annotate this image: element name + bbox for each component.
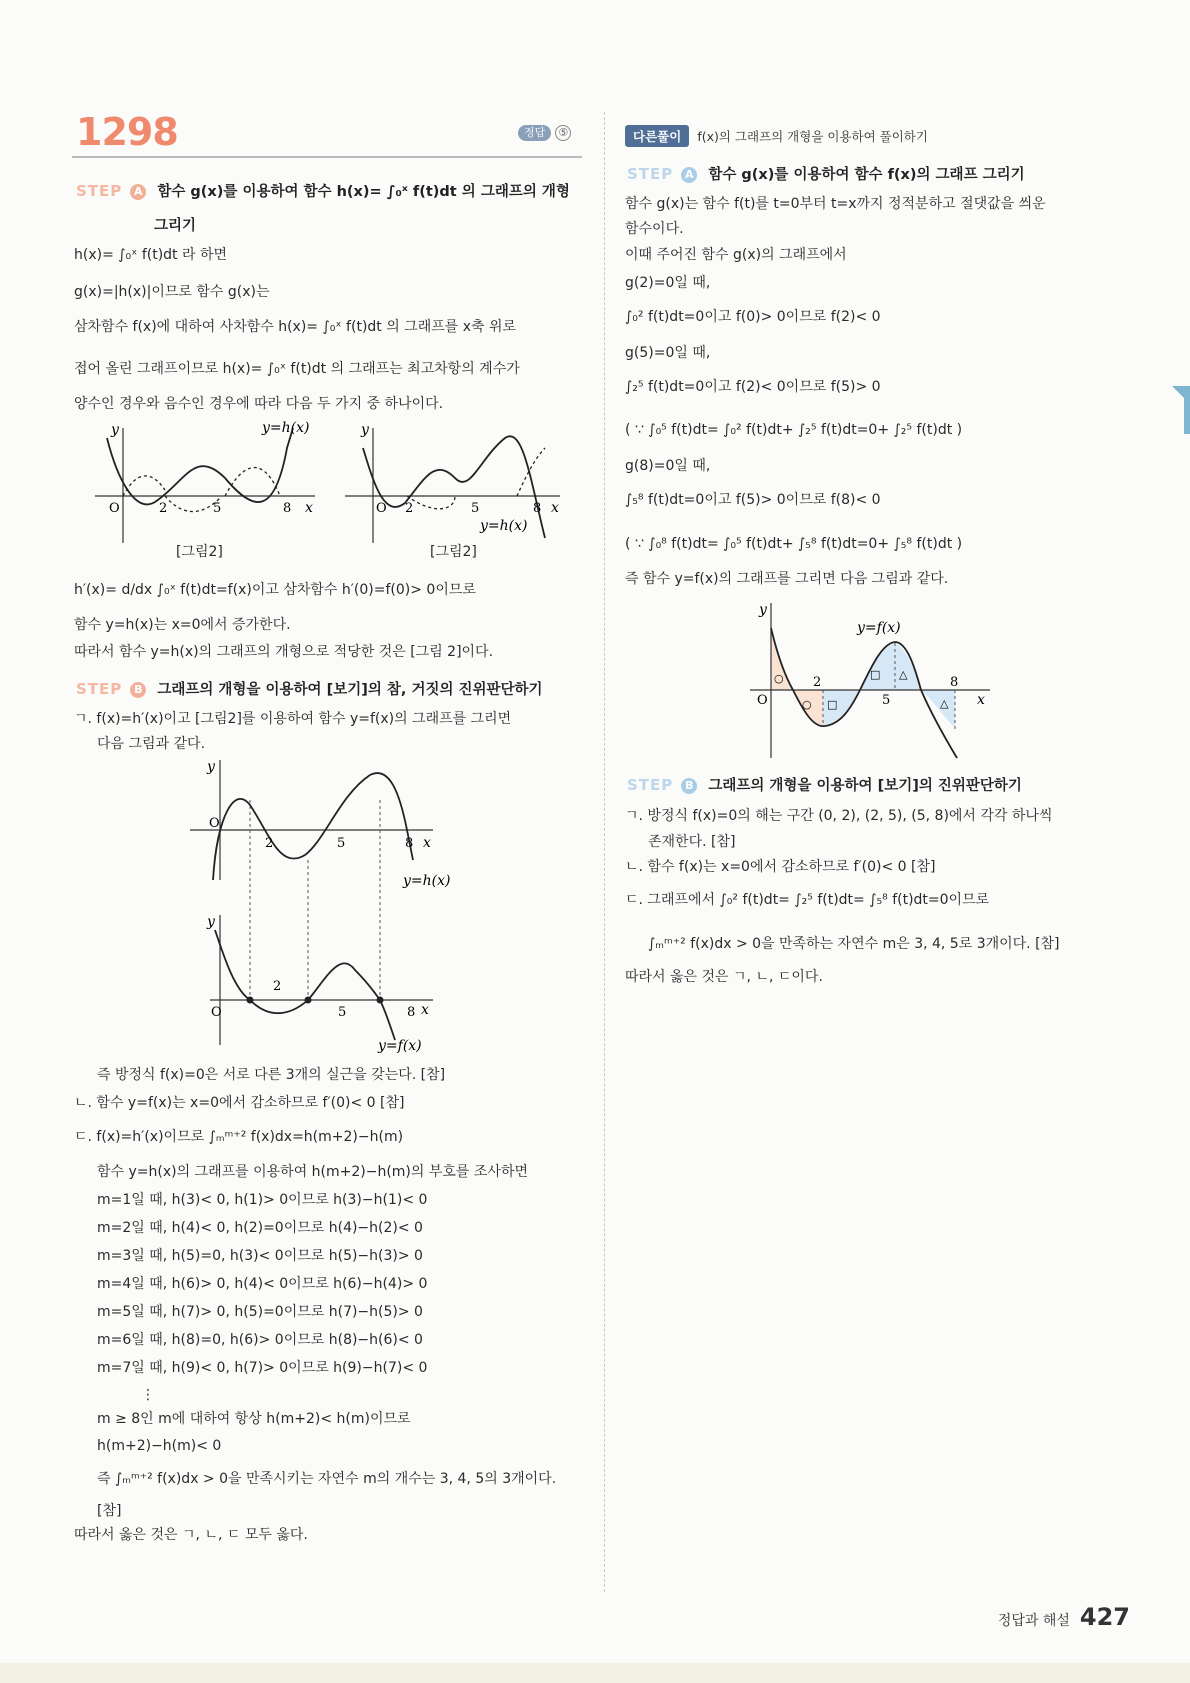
left-step-a-title2: 그리기 — [154, 218, 197, 234]
h-curve — [107, 428, 293, 504]
right-line: ( ∵ ∫₀⁸ f(t)dt= ∫₀⁵ f(t)dt+ ∫₅⁸ f(t)dt=0+ ∫₅⁸ f(t)dt ) — [625, 536, 963, 552]
left-line: ㄷ. f(x)=h′(x)이므로 ∫ₘᵐ⁺² f(x)dx=h(m+2)−h(m) — [74, 1129, 404, 1145]
left-line: h′(x)= d/dx ∫₀ˣ f(t)dt=f(x)이고 삼차함수 h′(0)=f(0)> 0이므로 — [74, 582, 476, 598]
step-tag: STEP — [76, 182, 123, 200]
left-line: m=3일 때, h(5)=0, h(3)< 0이므로 h(5)−h(3)> 0 — [97, 1248, 423, 1264]
area-pos-2 — [860, 643, 921, 690]
answer-label: 정답 — [518, 125, 551, 141]
mark-circle: ○ — [774, 672, 784, 685]
right-line: ㄷ. 그래프에서 ∫₀² f(t)dt= ∫₂⁵ f(t)dt= ∫₅⁸ f(t)dt=0이므로 — [625, 892, 990, 908]
tick-8: 8 — [950, 675, 959, 690]
page-number: 427 — [1079, 1603, 1130, 1631]
left-line: 함수 y=h(x)의 그래프를 이용하여 h(m+2)−h(m)의 부호를 조사하면 — [97, 1164, 528, 1180]
figure-caption: [그림2] — [176, 544, 223, 560]
header-rule — [72, 156, 582, 158]
curve-label: y=f(x) — [378, 1038, 422, 1054]
left-line: [참] — [97, 1503, 122, 1519]
right-line: ( ∵ ∫₀⁵ f(t)dt= ∫₀² f(t)dt+ ∫₂⁵ f(t)dt=0+ ∫₂⁵ f(t)dt ) — [625, 422, 963, 438]
step-title: 그래프의 개형을 이용하여 [보기]의 진위판단하기 — [708, 778, 1022, 794]
figure-f-areas — [745, 598, 1000, 763]
right-line: 함수이다. — [625, 221, 684, 237]
left-line: m=7일 때, h(9)< 0, h(7)> 0이므로 h(9)−h(7)< 0 — [97, 1360, 428, 1376]
left-line: h(m+2)−h(m)< 0 — [97, 1438, 222, 1454]
mark-circle: ○ — [802, 698, 812, 711]
right-line: g(2)=0일 때, — [625, 275, 711, 291]
left-line: 삼차함수 f(x)에 대하여 사차함수 h(x)= ∫₀ˣ f(t)dt 의 그래프를 x축 위로 — [74, 319, 517, 335]
step-badge: A — [130, 184, 146, 200]
origin-label: O — [376, 501, 387, 516]
left-line: 함수 y=h(x)는 x=0에서 증가한다. — [74, 617, 291, 633]
mark-square: □ — [827, 698, 838, 711]
left-line: ㄴ. 함수 y=f(x)는 x=0에서 감소하므로 f′(0)< 0 [참] — [74, 1095, 405, 1111]
right-line: ∫ₘᵐ⁺² f(x)dx > 0을 만족하는 자연수 m은 3, 4, 5로 3개이다. [참] — [648, 936, 1060, 952]
alt-solution-bar — [625, 125, 928, 147]
x-label: x — [421, 1002, 429, 1018]
root-point — [305, 997, 312, 1004]
left-line: m=5일 때, h(7)> 0, h(5)=0이므로 h(7)−h(5)> 0 — [97, 1304, 423, 1320]
left-line: g(x)=|h(x)|이므로 함수 g(x)는 — [74, 284, 270, 300]
curve-label: y=h(x) — [262, 420, 310, 436]
step-tag: STEP — [627, 776, 674, 794]
mark-triangle: △ — [899, 668, 908, 681]
left-step-b — [76, 678, 543, 699]
step-tag: STEP — [627, 165, 674, 183]
curve-label: y=h(x) — [403, 873, 451, 889]
x-label: x — [551, 500, 559, 516]
chapter-tab-corner — [1172, 386, 1190, 408]
figure-f-curve — [185, 910, 455, 1055]
left-step-a — [76, 180, 570, 201]
tick-8: 8 — [533, 501, 542, 516]
origin-label: O — [757, 693, 768, 708]
footer-title: 정답과 해설 — [997, 1613, 1070, 1629]
tick-8: 8 — [407, 1005, 416, 1020]
y-label: y — [361, 422, 369, 438]
y-label: y — [207, 759, 215, 775]
tick-2: 2 — [813, 675, 822, 690]
right-line: g(5)=0일 때, — [625, 345, 711, 361]
mark-triangle: △ — [940, 697, 949, 710]
right-line: g(8)=0일 때, — [625, 458, 711, 474]
right-step-a — [627, 163, 1025, 184]
step-badge: B — [681, 778, 697, 794]
step-title: 함수 g(x)를 이용하여 함수 f(x)의 그래프 그리기 — [708, 167, 1025, 183]
right-line: ∫₅⁸ f(t)dt=0이고 f(5)> 0이므로 f(8)< 0 — [625, 492, 881, 508]
f-curve — [215, 930, 395, 1040]
y-label: y — [207, 914, 215, 930]
left-line: 다음 그림과 같다. — [97, 736, 206, 752]
right-line: ∫₀² f(t)dt=0이고 f(0)> 0이므로 f(2)< 0 — [625, 309, 881, 325]
origin-label: O — [209, 816, 220, 831]
x-label: x — [977, 692, 985, 708]
tick-5: 5 — [882, 693, 891, 708]
step-title: 함수 g(x)를 이용하여 함수 h(x)= ∫₀ˣ f(t)dt 의 그래프의 개형 — [157, 184, 570, 200]
right-line: 이때 주어진 함수 g(x)의 그래프에서 — [625, 247, 847, 263]
x-label: x — [423, 835, 431, 851]
right-line: ㄴ. 함수 f(x)는 x=0에서 감소하므로 f′(0)< 0 [참] — [625, 859, 936, 875]
curve-label: y=h(x) — [480, 518, 528, 534]
left-line: m=2일 때, h(4)< 0, h(2)=0이므로 h(4)−h(2)< 0 — [97, 1220, 423, 1236]
left-line: ⋮ — [141, 1387, 155, 1403]
left-line: 즉 ∫ₘᵐ⁺² f(x)dx > 0을 만족시키는 자연수 m의 개수는 3, 4, 5의 3개이다. — [97, 1471, 557, 1487]
alt-label: 다른풀이 — [625, 125, 689, 147]
origin-label: O — [211, 1005, 222, 1020]
y-label: y — [111, 422, 119, 438]
mark-square: □ — [870, 668, 881, 681]
root-point — [247, 997, 254, 1004]
left-line: 접어 올린 그래프이므로 h(x)= ∫₀ˣ f(t)dt 의 그래프는 최고차항의 계수가 — [74, 361, 520, 377]
bottom-strip — [0, 1663, 1190, 1683]
step-badge: B — [130, 682, 146, 698]
figure-caption: [그림2] — [430, 544, 477, 560]
right-line: 즉 함수 y=f(x)의 그래프를 그리면 다음 그림과 같다. — [625, 571, 949, 587]
tick-2: 2 — [159, 501, 168, 516]
answer-badge — [518, 125, 571, 141]
column-divider — [604, 112, 605, 1592]
tick-2: 2 — [405, 501, 414, 516]
right-line: 함수 g(x)는 함수 f(t)를 t=0부터 t=x까지 정적분하고 절댓값을 씌운 — [625, 196, 1046, 212]
answer-value: ⑤ — [555, 125, 571, 141]
left-line: m ≥ 8인 m에 대하여 항상 h(m+2)< h(m)이므로 — [97, 1411, 411, 1427]
left-line: h(x)= ∫₀ˣ f(t)dt 라 하면 — [74, 247, 228, 263]
figure-h-positive — [95, 418, 325, 553]
tick-5: 5 — [337, 836, 346, 851]
left-line: 따라서 함수 y=h(x)의 그래프의 개형으로 적당한 것은 [그림 2]이다. — [74, 644, 494, 660]
step-title: 그래프의 개형을 이용하여 [보기]의 참, 거짓의 진위판단하기 — [157, 682, 543, 698]
right-step-b — [627, 774, 1022, 795]
step-badge: A — [681, 167, 697, 183]
right-line: ㄱ. 방정식 f(x)=0의 해는 구간 (0, 2), (2, 5), (5, 8)에서 각각 하나씩 — [625, 808, 1053, 824]
tick-2: 2 — [265, 836, 274, 851]
tick-5: 5 — [338, 1005, 347, 1020]
step-tag: STEP — [76, 680, 123, 698]
left-line: 즉 방정식 f(x)=0은 서로 다른 3개의 실근을 갖는다. [참] — [97, 1067, 446, 1083]
right-line: ∫₂⁵ f(t)dt=0이고 f(2)< 0이므로 f(5)> 0 — [625, 379, 881, 395]
left-line: m=4일 때, h(6)> 0, h(4)< 0이므로 h(6)−h(4)> 0 — [97, 1276, 428, 1292]
tick-5: 5 — [213, 501, 222, 516]
right-line: 존재한다. [참] — [648, 834, 736, 850]
tick-2: 2 — [273, 979, 282, 994]
alt-title: f(x)의 그래프의 개형을 이용하여 풀이하기 — [697, 129, 928, 144]
origin-label: O — [109, 501, 120, 516]
tick-8: 8 — [405, 836, 414, 851]
root-point — [377, 997, 384, 1004]
problem-number: 1298 — [76, 110, 178, 154]
area-neg-3 — [921, 690, 955, 728]
right-line: 따라서 옳은 것은 ㄱ, ㄴ, ㄷ이다. — [625, 969, 823, 985]
left-line: ㄱ. f(x)=h′(x)이고 [그림2]를 이용하여 함수 y=f(x)의 그래프를 그리면 — [74, 711, 512, 727]
curve-label: y=f(x) — [857, 620, 901, 636]
y-label: y — [759, 602, 767, 618]
tick-8: 8 — [283, 501, 292, 516]
tick-5: 5 — [471, 501, 480, 516]
left-line: m=6일 때, h(8)=0, h(6)> 0이므로 h(8)−h(6)< 0 — [97, 1332, 423, 1348]
x-label: x — [305, 500, 313, 516]
left-line: 양수인 경우와 음수인 경우에 따라 다음 두 가지 중 하나이다. — [74, 396, 444, 412]
left-line: m=1일 때, h(3)< 0, h(1)> 0이므로 h(3)−h(1)< 0 — [97, 1192, 428, 1208]
figure-h-negative — [345, 418, 570, 553]
page-footer — [998, 1603, 1130, 1631]
left-line: 따라서 옳은 것은 ㄱ, ㄴ, ㄷ 모두 옳다. — [74, 1527, 308, 1543]
